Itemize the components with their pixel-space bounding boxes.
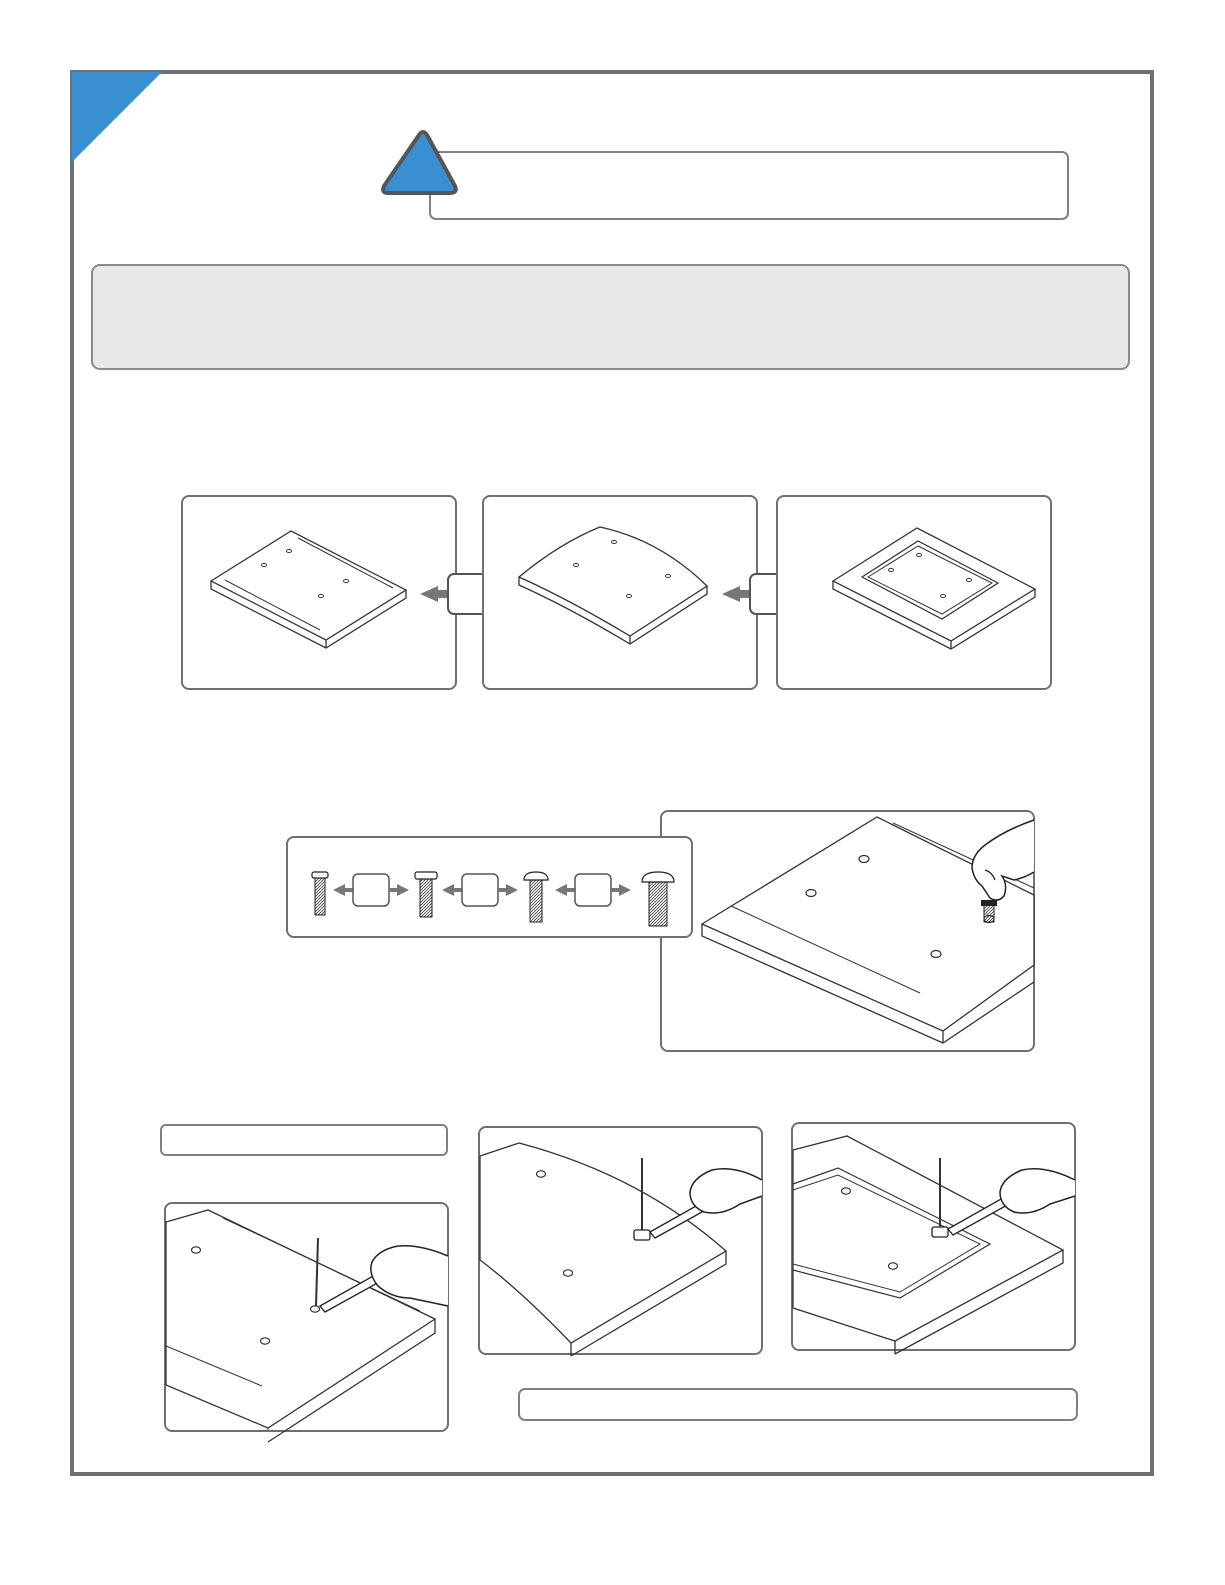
note-panel <box>92 265 1129 369</box>
screw-insertion-panel <box>661 811 1034 1051</box>
step-corner-tab <box>72 72 162 162</box>
marking-curved-base <box>479 1127 762 1356</box>
marking-flat-base <box>165 1203 448 1442</box>
marking-recessed-base <box>792 1123 1075 1354</box>
label-box-left <box>161 1125 447 1155</box>
base-variant-recessed <box>777 496 1051 689</box>
base-variant-flat <box>182 496 456 689</box>
base-variant-curved <box>483 496 757 689</box>
screw-variants-panel <box>287 837 692 937</box>
label-box-bottom <box>519 1389 1077 1420</box>
warning-callout-box <box>430 152 1068 219</box>
